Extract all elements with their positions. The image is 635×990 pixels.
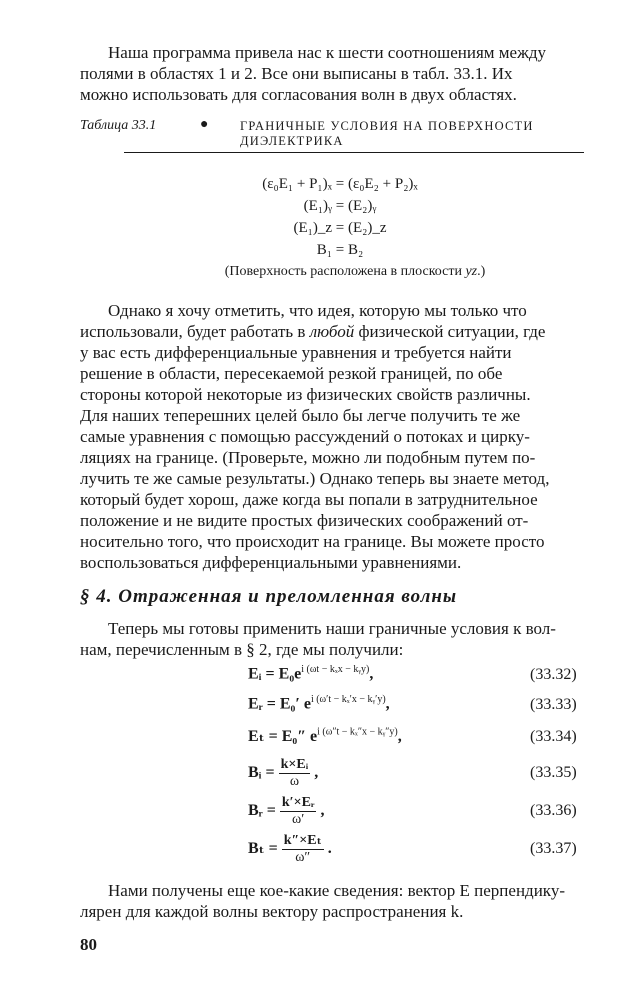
- table-formula-4: B₁ = B₂: [316, 242, 364, 258]
- eq-lhs: Eᵢ: [248, 665, 262, 683]
- para2-line-3: у вас есть дифференциальные уравнения и требуется найти: [80, 343, 512, 362]
- equation-number: (33.35): [530, 764, 577, 781]
- table-label: Таблица 33.1: [80, 118, 157, 133]
- eq-lhs: Bᵣ: [248, 802, 263, 820]
- eq-exponent: i (ω″t − kₓ″x − kᵧ″y): [317, 726, 398, 738]
- table-note-prefix: (Поверхность расположена в плоскости: [224, 264, 466, 279]
- para2-line-8: ляциях на границе. (Проверьте, можно ли подобным путем по-: [80, 448, 536, 467]
- intro-line-2: полями в областях 1 и 2. Все они выписаны в табл. 33.1. Их: [80, 64, 513, 83]
- table-title-line-1: ГРАНИЧНЫЕ УСЛОВИЯ НА ПОВЕРХНОСТИ: [240, 119, 534, 133]
- para2-line-4: решение в области, пересекаемой резкой границей, по обе: [80, 364, 503, 383]
- equation-33-33: Eᵣ = E₀′ $e^{i (\omega't - k_x'x - kᵧ'y)}$,: [248, 694, 390, 713]
- equation-33-32: Eᵢ = $E_0e^{i (\omega t - k_xx - kᵧy)}$,: [248, 664, 374, 683]
- para4-line-1: Нами получены еще кое-какие сведения: вектор E перпендику-: [108, 881, 565, 900]
- eq-lhs: Eₜ: [248, 728, 265, 745]
- para2-line-6: Для наших теперешних целей было бы легче получить те же: [80, 406, 521, 425]
- equation-number: (33.37): [530, 840, 577, 857]
- para2-line-1: Однако я хочу отметить, что идея, которую мы только что: [108, 301, 527, 320]
- equation-number: (33.32): [530, 666, 577, 683]
- equation-33-34: Eₜ = E₀″ $e^{i (\omega''t - k_x''x - kᵧ''y)}$,: [248, 726, 402, 745]
- para2-emphasis: любой: [309, 322, 355, 341]
- eq-lhs: Bₜ: [248, 840, 265, 858]
- table-formula-2: (E₁)ᵧ = (E₂)ᵧ: [303, 198, 377, 214]
- equation-number: (33.34): [530, 728, 577, 745]
- bullet-icon: ●: [200, 117, 209, 132]
- equation-number: (33.36): [530, 802, 577, 819]
- para2-line-2: [80, 321, 585, 342]
- fraction-denominator: ω′: [292, 812, 305, 827]
- intro-line-3: можно использовать для согласования волн в двух областях.: [80, 85, 517, 104]
- eq-exponent: i (ω′t − kₓ′x − kᵧ′y): [310, 694, 386, 705]
- fraction-denominator: ω: [289, 774, 300, 789]
- para2-line-2b: физической ситуации, где: [354, 322, 546, 341]
- table-title-line-2: ДИЭЛЕКТРИКА: [240, 134, 344, 148]
- table-note-suffix: .): [477, 264, 486, 279]
- page-number: 80: [80, 935, 97, 954]
- para2-line-10: который будет хорош, даже когда вы попали в затруднительное: [80, 490, 538, 509]
- eq-lhs: Bᵢ: [248, 764, 262, 782]
- para3-line-1: Теперь мы готовы применить наши граничные условия к вол-: [108, 619, 556, 638]
- para2-line-2a: использовали, будет работать в: [80, 322, 310, 341]
- equation-33-36: Bᵣ = $\frac{\text{k′×Eᵣ}}{\omega'}$ ,: [248, 795, 325, 827]
- para2-line-11: положение и не видите простых физических соображений от-: [80, 511, 529, 530]
- para2-line-12: носительно того, что происходит на границе. Вы можете просто: [80, 532, 545, 551]
- eq-exponent: i (ωt − kₓx − kᵧy): [301, 664, 370, 675]
- section-heading: § 4. Отраженная и преломленная волны: [80, 586, 458, 607]
- fraction-numerator: k″×Eₜ: [283, 833, 322, 848]
- equation-number: (33.33): [530, 696, 577, 713]
- eq-rhs: E₀e: [278, 665, 302, 683]
- eq-lhs: Eᵣ: [248, 695, 263, 713]
- para3-line-2: нам, перечисленным в § 2, где мы получили:: [80, 640, 404, 659]
- eq-rhs: E₀′ e: [279, 695, 311, 713]
- fraction-denominator: ω″: [295, 850, 311, 865]
- para2-line-7: самые уравнения с помощью рассуждений о потоках и цирку-: [80, 427, 530, 446]
- eq-rhs: E₀″ e: [281, 728, 318, 745]
- table-formula-1: (ε₀E₁ + P₁)ₓ = (ε₀E₂ + P₂)ₓ: [262, 176, 418, 192]
- equation-33-35: Bᵢ = $\frac{\text{k×Eᵢ}}{\omega}$ ,: [248, 757, 319, 789]
- equation-33-37: Bₜ = $\frac{\text{k″×Eₜ}}{\omega''}$ .: [248, 833, 332, 865]
- fraction-numerator: k′×Eᵣ: [281, 795, 315, 810]
- fraction: [280, 795, 317, 828]
- fraction-numerator: k×Eᵢ: [280, 757, 309, 772]
- fraction: [282, 833, 324, 866]
- table-rule: [124, 152, 584, 153]
- para2-line-9: лучить те же самые результаты.) Однако теперь вы знаете метод,: [80, 469, 550, 488]
- table-formula-3: (E₁)_z = (E₂)_z: [293, 220, 387, 236]
- fraction: [279, 757, 311, 790]
- para4-line-2: лярен для каждой волны вектору распространения k.: [80, 902, 464, 921]
- table-note: [120, 264, 590, 280]
- para2-line-13: воспользоваться дифференциальными уравнениями.: [80, 553, 462, 572]
- table-note-var: yz: [465, 264, 478, 279]
- para2-line-5: стороны которой некоторые из физических свойств различны.: [80, 385, 531, 404]
- intro-line-1: Наша программа привела нас к шести соотношениям между: [108, 43, 546, 62]
